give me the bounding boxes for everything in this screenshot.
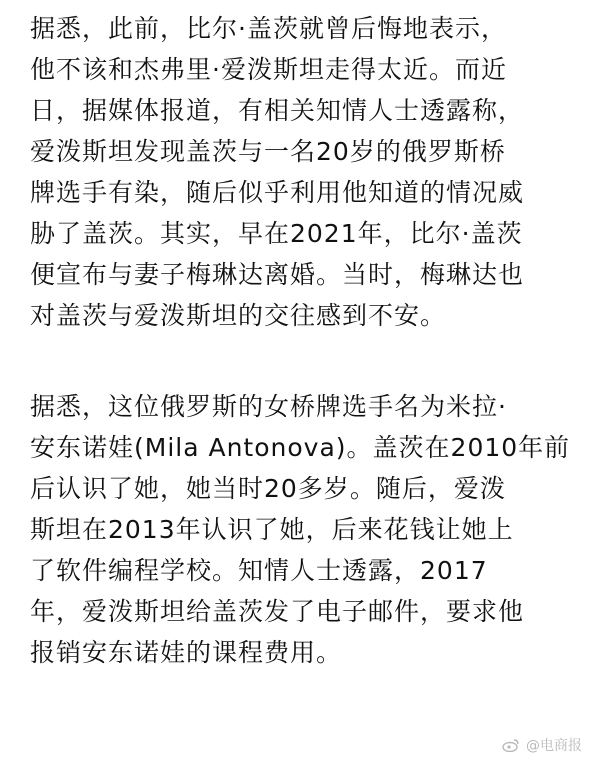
watermark-text: @电商报 (526, 738, 582, 754)
watermark (502, 735, 582, 755)
text-line: 便宣布与妻子梅琳达离婚。当时，梅琳达也 (30, 260, 525, 289)
paragraph-2 (30, 386, 586, 673)
text-line: 安东诺娃(Mila Antonova)。盖茨在2010年前 (30, 433, 571, 462)
paragraph-1 (30, 8, 586, 336)
text-line: 据悉，这位俄罗斯的女桥牌选手名为米拉· (30, 392, 507, 421)
text-line: 据悉，此前，比尔·盖茨就曾后悔地表示， (30, 14, 507, 43)
article-body (30, 8, 586, 673)
text-line: 报销安东诺娃的课程费用。 (30, 638, 343, 667)
paragraph-spacer (30, 336, 586, 386)
text-line: 爱泼斯坦发现盖茨与一名20岁的俄罗斯桥 (30, 137, 506, 166)
text-line: 牌选手有染，随后似乎利用他知道的情况威 (30, 178, 525, 207)
text-line: 胁了盖茨。其实，早在2021年，比尔·盖茨 (30, 219, 523, 248)
weibo-icon (502, 738, 520, 752)
text-line: 了软件编程学校。知情人士透露，2017 (30, 556, 488, 585)
text-line: 对盖茨与爱泼斯坦的交往感到不安。 (30, 301, 447, 330)
text-line: 斯坦在2013年认识了她，后来花钱让她上 (30, 515, 514, 544)
text-line: 年，爱泼斯坦给盖茨发了电子邮件，要求他 (30, 597, 525, 626)
text-line: 日，据媒体报道，有相关知情人士透露称， (30, 96, 525, 125)
text-line: 后认识了她，她当时20多岁。随后，爱泼 (30, 474, 506, 503)
text-line: 他不该和杰弗里·爱泼斯坦走得太近。而近 (30, 55, 507, 84)
